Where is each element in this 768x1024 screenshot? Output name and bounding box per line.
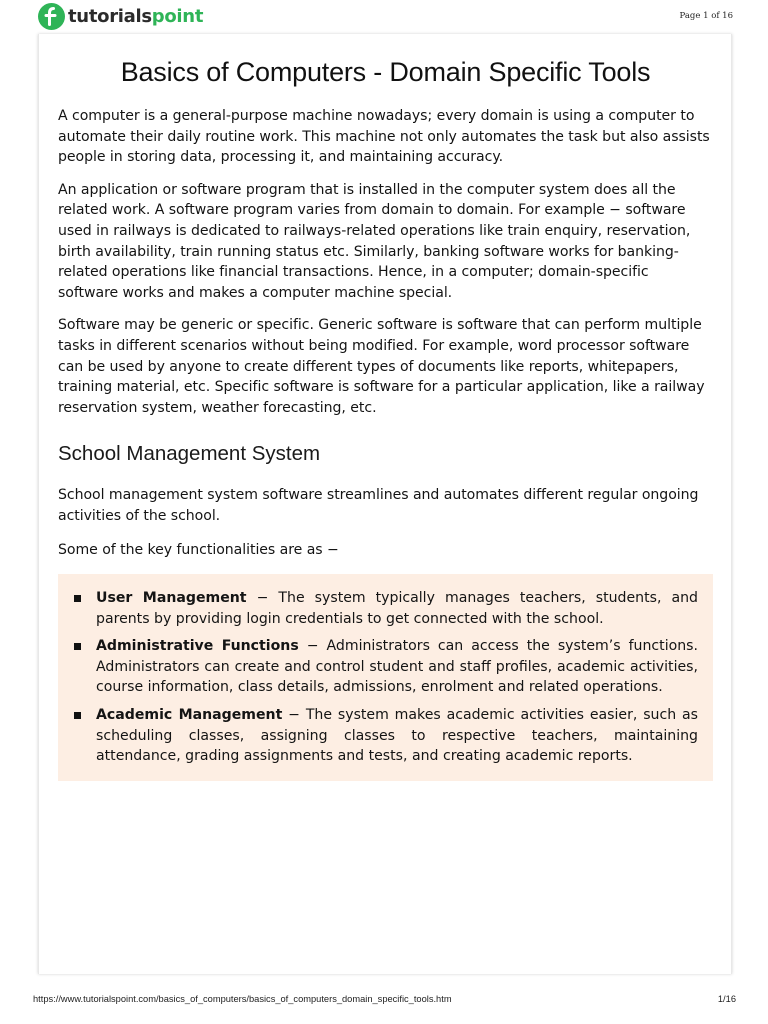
- list-item-text: [96, 636, 698, 698]
- page-header: [0, 0, 768, 34]
- list-item-text: [96, 705, 698, 767]
- paragraph: Software may be generic or specific. Generic software is software that can perform multiple tasks in different scenarios without being modified. For example, word processor software can be used by anyone to create different types of documents like reports, whitepapers, training material, etc. Specific software is software for a particular application, like a railway reservation system, weather forecasting, etc.: [58, 317, 705, 416]
- list-item-term: Academic Management: [96, 707, 283, 724]
- list-item-desc: − The system typically manages teachers, students, and parents by providing login credentials to get connected with the school.: [96, 590, 698, 627]
- section-heading: School Management System: [58, 442, 321, 466]
- footer-page-number: 1/16: [717, 994, 736, 1004]
- section-lead: Some of the key functionalities are as −: [58, 541, 339, 558]
- functionality-list-box: [58, 574, 713, 781]
- logo-icon: [38, 3, 65, 30]
- article-content: [58, 52, 713, 781]
- list-item: [72, 636, 699, 698]
- logo-wordmark: [68, 6, 203, 27]
- logo-text-suffix: point: [151, 5, 204, 27]
- document-sheet: [38, 34, 732, 974]
- list-item-desc: − The system makes academic activities easier, such as scheduling classes, assigning classes to respective teachers, maintaining attendance, grading assignments and tests, and creating academic reports.: [96, 707, 698, 765]
- tutorialspoint-logo[interactable]: [38, 2, 203, 30]
- logo-text-prefix: tutorials: [68, 5, 152, 27]
- list-item-term: Administrative Functions: [96, 638, 299, 655]
- page-title: Basics of Computers - Domain Specific Tools: [120, 57, 651, 87]
- list-item-desc: − Administrators can access the system’s functions. Administrators can create and control student and staff profiles, academic activities, course information, class details, admissions, enrolment and related operations.: [96, 638, 698, 696]
- list-item-text: [96, 588, 698, 629]
- list-item-term: User Management: [96, 590, 247, 607]
- page-count: Page 1 of 16: [679, 11, 733, 21]
- paragraph: An application or software program that is installed in the computer system does all the related work. A software program varies from domain to domain. For example − software used in railways is dedicated to railways-related operations like train enquiry, reservation, birth availability, train running status etc. Similarly, banking software works for banking-related operations like financial transactions. Hence, in a computer; domain-specific software works and makes a computer machine special.: [58, 181, 691, 301]
- footer-url[interactable]: https://www.tutorialspoint.com/basics_of_computers/basics_of_computers_domain_specific_tools.htm: [33, 994, 452, 1004]
- paragraph: A computer is a general-purpose machine nowadays; every domain is using a computer to automate their daily routine work. This machine not only automates the task but also assists people in storing data, processing it, and maintaining accuracy.: [58, 108, 710, 166]
- section-intro: School management system software streamlines and automates different regular ongoing activities of the school.: [58, 487, 699, 524]
- square-bullet-icon: [74, 643, 81, 650]
- square-bullet-icon: [74, 595, 81, 602]
- list-item: [72, 588, 699, 629]
- list-item: [72, 705, 699, 767]
- square-bullet-icon: [74, 712, 81, 719]
